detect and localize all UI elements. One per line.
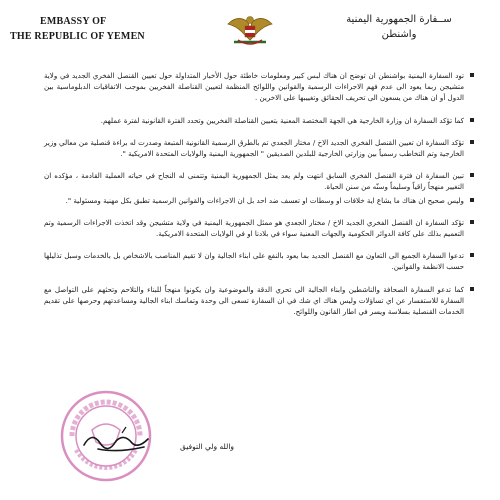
paragraph-3: تؤكد السفارة ان تعيين القنصل الفخري الجديد الاخ / مختار الجعدي تم بالطرق الرسمية القانونية المتبعة وصدرت له براءة قنصلية من معالي وزير الخارجية وتم التخاطب رسمياً بين وزارتي الخارجية للبلدين الصديقين " الجمهورية اليمنية والولايات المتحدة الامريكية ". xyxy=(44,137,474,159)
paragraph-4: تبين السفارة ان فترة القنصل الفخري السابق انتهت ولم يعد يمثل الجمهورية اليمنية وتتمنى له النجاح في حياته العملية القادمة ، مؤكده ان التغيير منهجاً راقياً وسليماً وسنّه من سنن الحياة. xyxy=(44,170,474,192)
washington-arabic-line: واشنطن xyxy=(381,29,417,40)
republic-of-yemen-line: THE REPUBLIC OF YEMEN xyxy=(10,31,145,42)
letter-body xyxy=(44,70,474,328)
yemen-eagle-emblem-icon xyxy=(224,10,276,50)
letterhead-english xyxy=(10,14,160,44)
handwritten-signature-icon xyxy=(78,425,158,455)
paragraph-8: كما تدعو السفارة الصحافة والناشطين وابناء الجالية الى تحري الدقة والموضوعية وان يكونوا منهجاً للبناء والتلاحم وتحثهم على التواصل مع السفارة للاستفسار عن اي تساؤلات وليس هناك اي شك في ان السفارة تسعى الى وحدة وتماسك ابناء الجالية ومساعدتهم وحرصها على تقديم الخدمات القنصلية بسلاسة ويسر في اطار القانون واللوائح. xyxy=(44,284,474,318)
paragraph-6: تؤكد السفارة ان القنصل الفخري الجديد الاخ / مختار الجعدي هو ممثل الجمهورية اليمنية في ولاية متشيجن وقد اتخذت الاجراءات الرسمية وتم التعميم بذلك على كافة الدوائر الحكومية والجهات المعنية سواء في بلادنا او في الولايات المتحدة الامريكية. xyxy=(44,217,474,239)
embassy-arabic-line: ســفارة الجمهورية اليمنية xyxy=(346,14,452,25)
paragraph-1: تود السفارة اليمنية بواشنطن ان توضح ان هناك لبس كبير ومعلومات خاطئة حول الأخبار المتداولة حول تعيين القنصل الفخري الجديد في ولاية متشيجن ربما يعود الى عدم فهم الاجراءات الرسمية والقوانين واللوائح المنظمة لتعيين القناصلة الفخريين بموجب الاتفاقيات الدبلوماسية بين الدول أو ان هناك من يسعون الى تحريف الحقائق وتغييبها على الاخرين . xyxy=(44,70,474,104)
letterhead-arabic xyxy=(314,12,484,42)
embassy-of-line: EMBASSY OF xyxy=(40,16,107,27)
paragraph-2: كما تؤكد السفارة ان وزارة الخارجية هي الجهة المختصة المعنية بتعيين القناصلة الفخريين وتحدد الفترة القانونية لفترة عملهم. xyxy=(44,115,474,126)
paragraph-7: تدعوا السفارة الجميع الى التعاون مع القنصل الجديد بما يعود بالنفع على ابناء الجالية وان لا تقيم المناصب بالاشخاص بل بالخدمات وسبل تذليلها حسب الانظمة والقوانين. xyxy=(44,250,474,272)
paragraph-5: وليس صحيح ان هناك ما يشاع اية خلافات او وسطات او تعسف ضد احد بل ان الاجراءات والقوانين الرسمية تطبق بكل مهنية ومسئولية ". xyxy=(44,195,474,206)
closing-phrase: والله ولي التوفيق xyxy=(180,442,235,451)
